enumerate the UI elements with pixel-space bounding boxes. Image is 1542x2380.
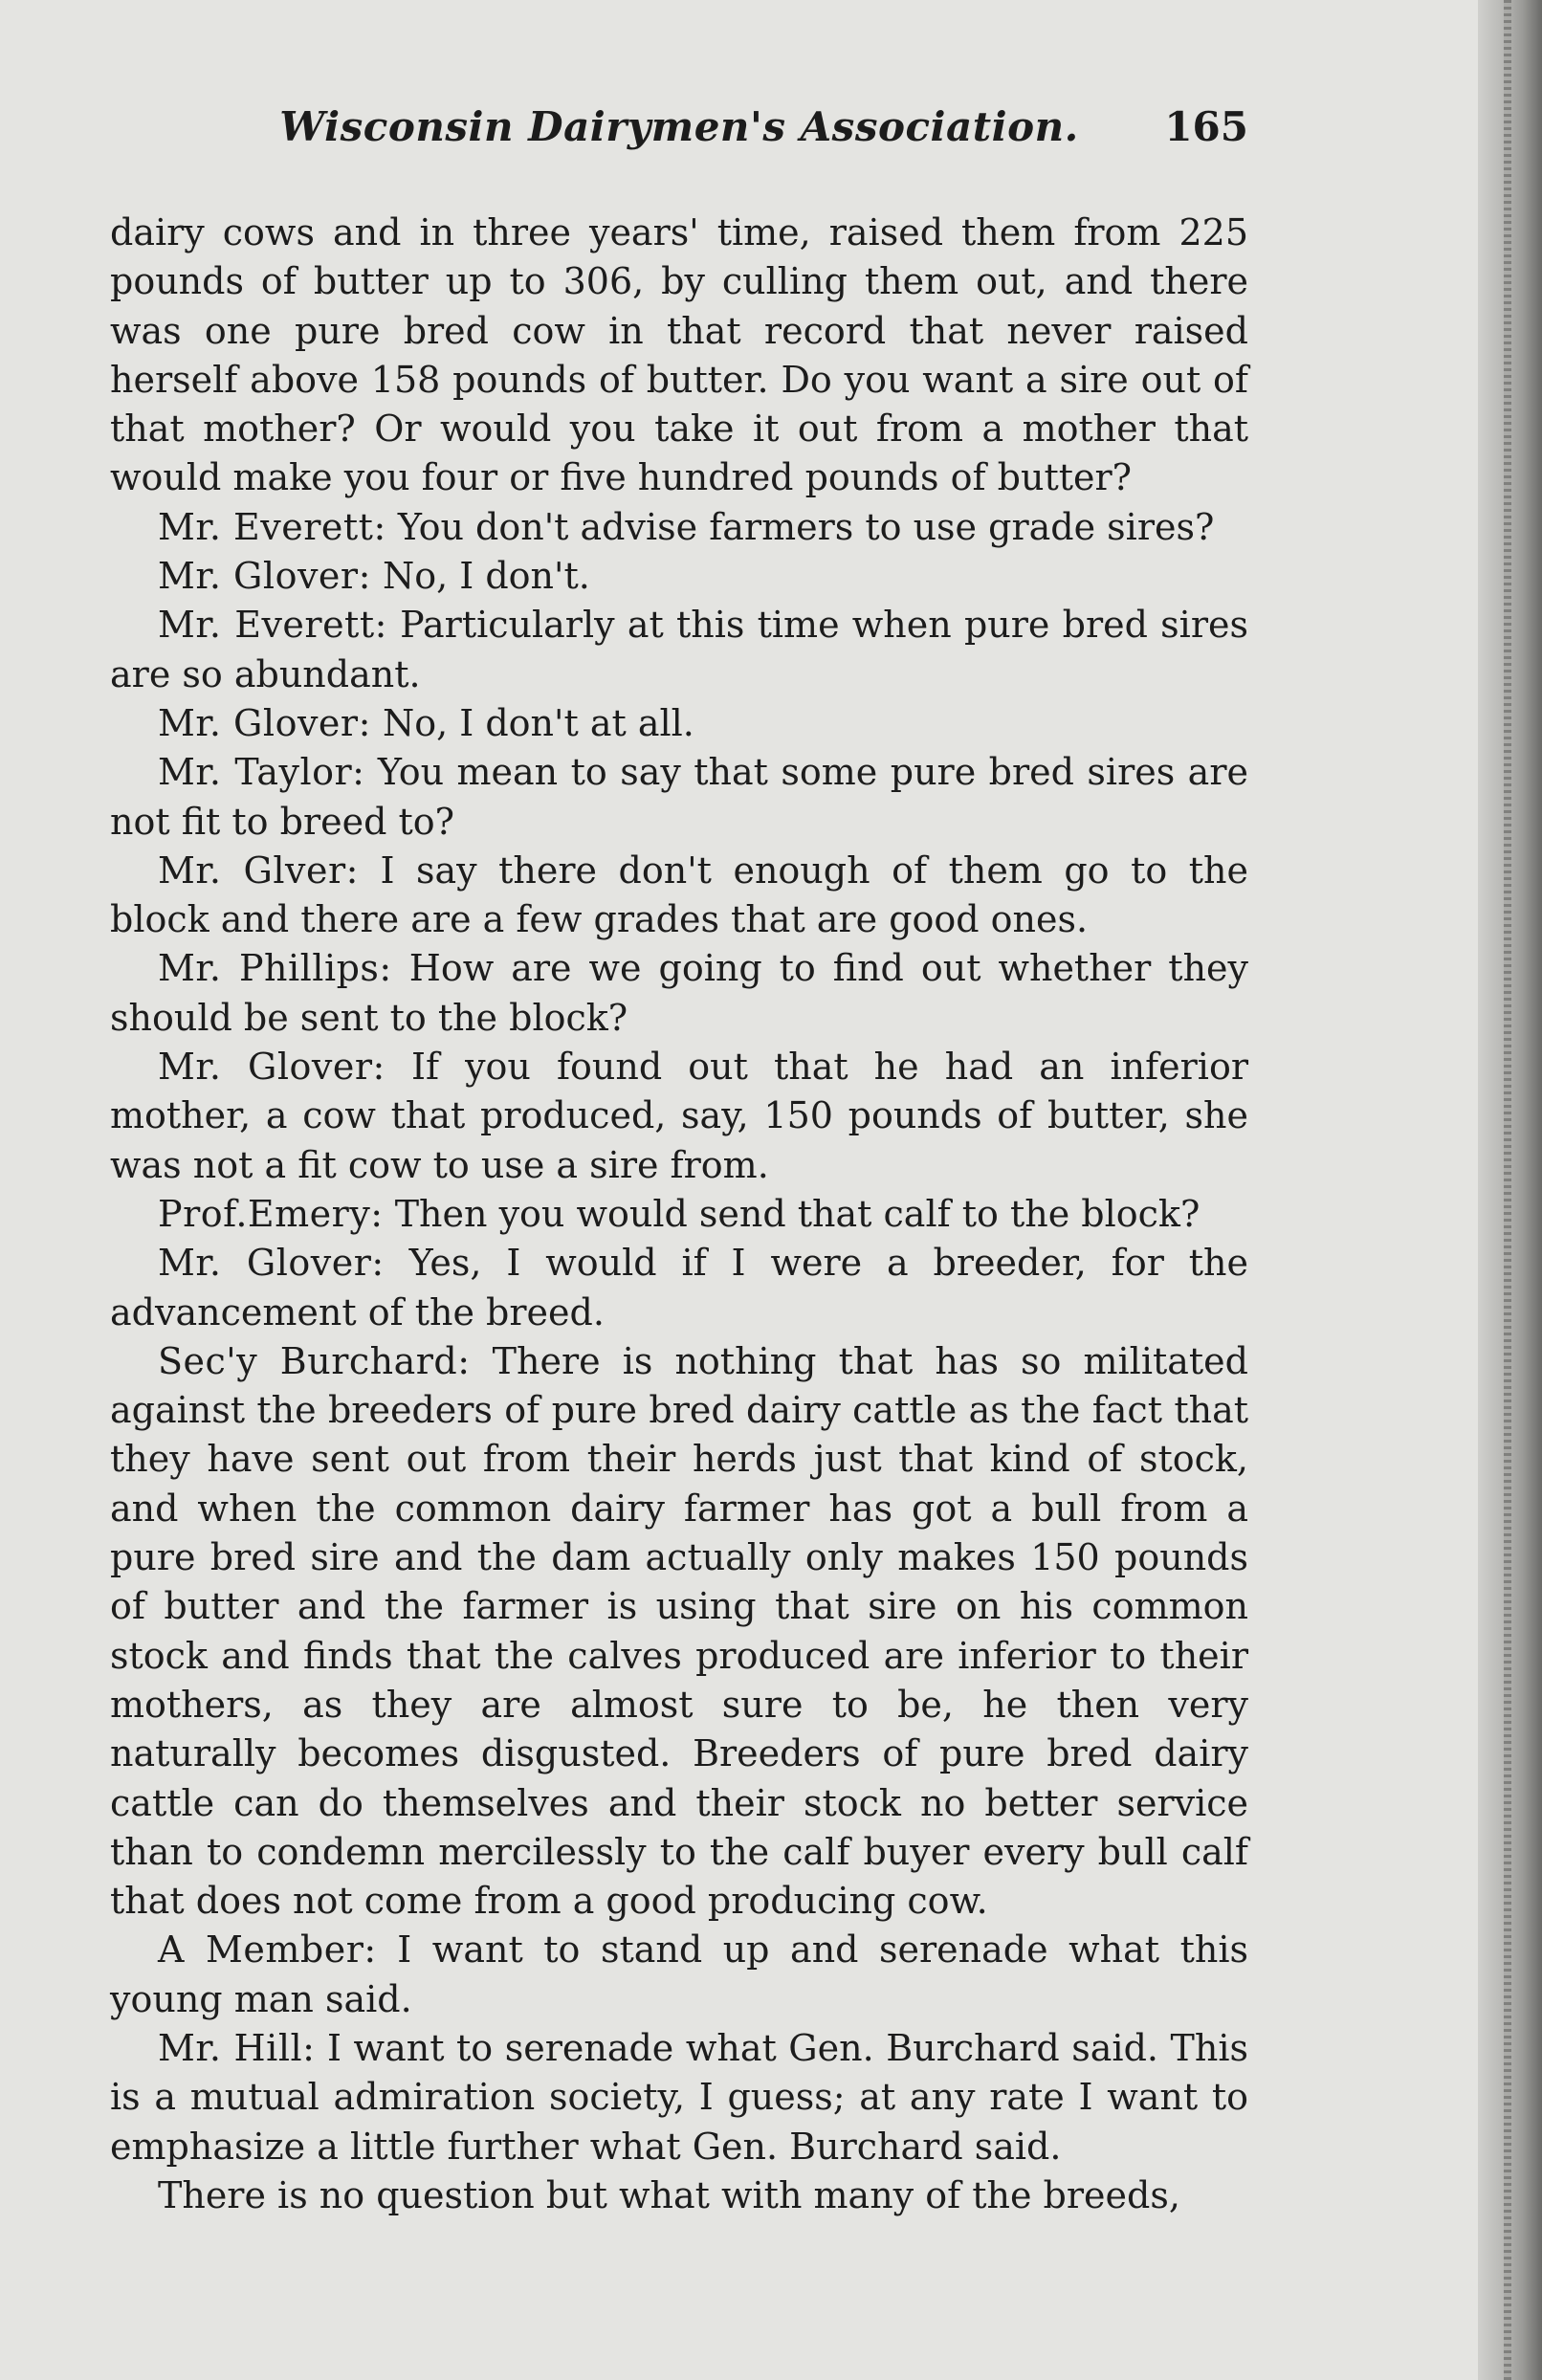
paragraph-text: I want to stand up and serenade what this young man said. xyxy=(110,1928,1249,2020)
dialogue-paragraph xyxy=(110,1337,1248,1927)
speaker-label: Mr. Phillips: xyxy=(158,947,392,990)
paragraph-text: I want to serenade what Gen. Burchard said. This is a mutual admiration society, I guess; at any rate I want to emphasize a little further what Gen. Burchard said. xyxy=(110,2026,1248,2168)
dialogue-paragraph xyxy=(110,1239,1248,1337)
dialogue-paragraph xyxy=(110,1926,1248,2024)
page-number: 165 xyxy=(1164,103,1248,150)
speaker-label: Mr. Hill: xyxy=(158,2026,316,2069)
speaker-label: Mr. Everett: xyxy=(158,505,386,548)
speaker-label: Mr. Taylor: xyxy=(158,751,365,794)
dialogue-paragraph xyxy=(110,601,1248,699)
paragraph-text: There is nothing that has so militated against the breeders of pure bred dairy cattle as the fact that they have sent out from their herds just that kind of stock, and when the common dairy farmer has got a bull from a pure bred sire and the dam actually only makes 150 pounds of butter and the farmer is using that sire on his common stock and finds that the calves produced are inferior to their mothers, as they are almost sure to be, he then very naturally becomes disgusted. Breeders of pure bred dairy cattle can do themselves and their stock no better service than to condemn mercilessly to the calf buyer every bull calf that does not come from a good producing cow. xyxy=(110,1339,1248,1923)
paragraph xyxy=(110,209,1248,503)
paragraph-text: No, I don't. xyxy=(382,555,590,598)
paragraph-text: Particularly at this time when pure bred sires are so abundant. xyxy=(110,604,1248,695)
speaker-label: Mr. Glver: xyxy=(158,848,359,892)
paragraph-text: You mean to say that some pure bred sires are not fit to breed to? xyxy=(110,751,1248,843)
paragraph-text: dairy cows and in three years' time, raised them from 225 pounds of butter up to 306, by culling them out, and there was one pure bred cow in that record that never raised herself above 158 pounds of butter. Do you want a sire out of that mother? Or would you take it out from a mother that would make you four or five hundred pounds of butter? xyxy=(110,211,1248,499)
dialogue-paragraph xyxy=(110,748,1248,847)
dialogue-paragraph xyxy=(110,1043,1248,1190)
paragraph-text: Then you would send that calf to the block? xyxy=(394,1192,1201,1235)
paragraph-text: There is no question but what with many of the breeds, xyxy=(158,2173,1180,2216)
speaker-label: Mr. Everett: xyxy=(158,604,387,647)
dialogue-paragraph xyxy=(110,944,1248,1043)
paragraph-text: How are we going to find out whether they should be sent to the block? xyxy=(110,947,1248,1039)
speaker-label: A Member: xyxy=(158,1928,377,1972)
paragraph xyxy=(110,2171,1248,2220)
paragraph-text: No, I don't at all. xyxy=(382,701,694,744)
dialogue-paragraph xyxy=(110,847,1248,945)
paragraph-text: If you found out that he had an inferior mother, a cow that produced, say, 150 pounds of butter, she was not a fit cow to use a sire from. xyxy=(110,1046,1248,1186)
dialogue-paragraph xyxy=(110,1190,1248,1239)
running-head-title: Wisconsin Dairymen's Association. xyxy=(279,103,1079,150)
speaker-label: Mr. Glover: xyxy=(158,1046,386,1089)
speaker-label: Mr. Glover: xyxy=(158,1242,385,1285)
running-head xyxy=(110,103,1248,161)
body-text xyxy=(110,209,1248,2220)
page-stack-edge xyxy=(1504,0,1511,2380)
speaker-label: Mr. Glover: xyxy=(158,555,371,598)
speaker-label: Prof.Emery: xyxy=(158,1192,384,1235)
speaker-label: Sec'y Burchard: xyxy=(158,1339,471,1382)
paragraph-text: You don't advise farmers to use grade sires? xyxy=(397,505,1215,548)
dialogue-paragraph xyxy=(110,2024,1248,2171)
speaker-label: Mr. Glover: xyxy=(158,701,371,744)
dialogue-paragraph xyxy=(110,699,1248,748)
dialogue-paragraph xyxy=(110,503,1248,552)
paragraph-text: Yes, I would if I were a breeder, for the advancement of the breed. xyxy=(110,1242,1248,1333)
paragraph-text: I say there don't enough of them go to the block and there are a few grades that are good ones. xyxy=(110,848,1248,941)
dialogue-paragraph xyxy=(110,552,1248,601)
